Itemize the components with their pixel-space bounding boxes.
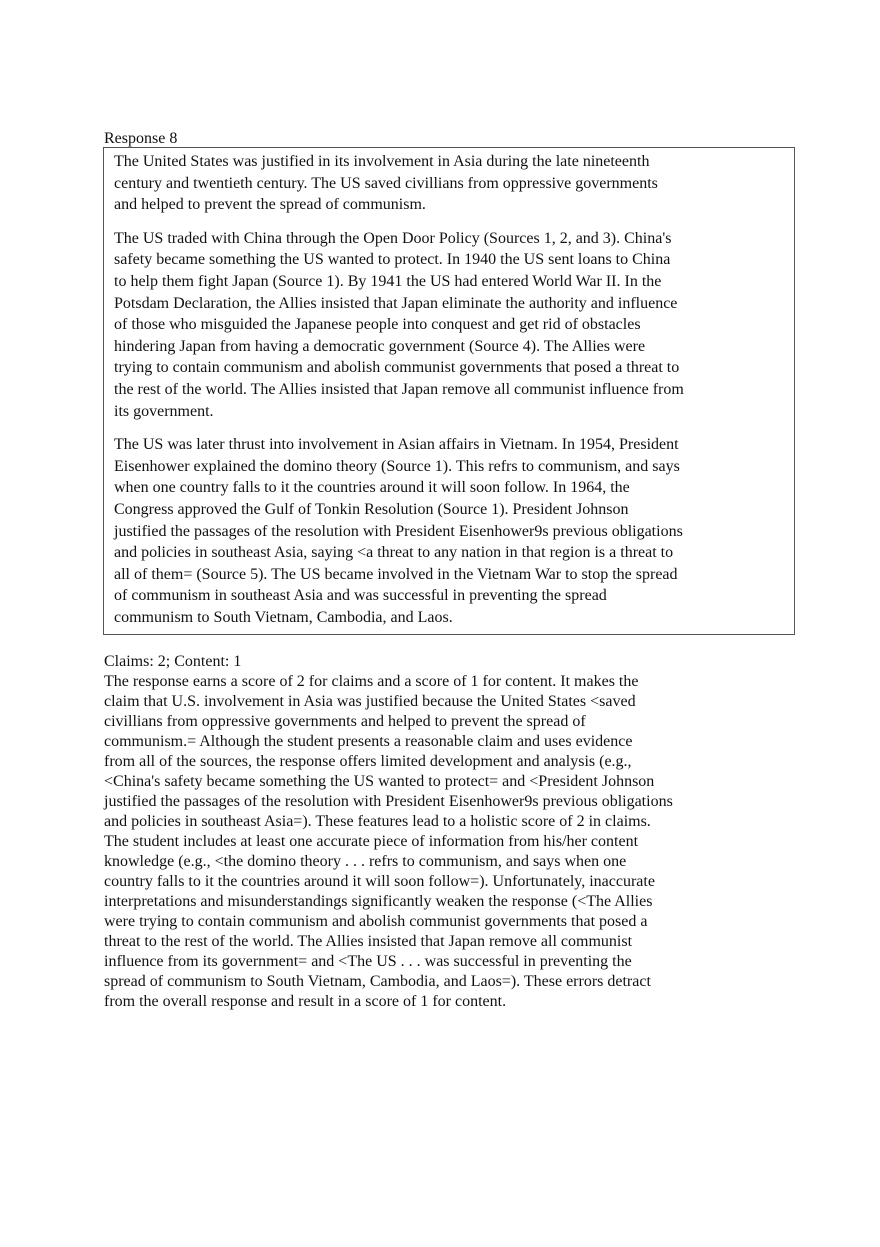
commentary-line: justified the passages of the resolution with President Eisenhower9s previous obligations <box>104 793 673 810</box>
response-label: Response 8 <box>104 130 178 147</box>
text-line: The United States was justified in its involvement in Asia during the late nineteenth <box>114 153 650 170</box>
commentary-line: spread of communism to South Vietnam, Cambodia, and Laos=). These errors detract <box>104 973 651 990</box>
text-line: safety became something the US wanted to protect. In 1940 the US sent loans to China <box>114 251 671 269</box>
commentary-line: from all of the sources, the response offers limited development and analysis (e.g., <box>104 753 632 770</box>
text-line: Potsdam Declaration, the Allies insisted that Japan eliminate the authority and influence <box>114 294 678 312</box>
response-paragraph-3 <box>114 434 784 628</box>
commentary-line: communism.= Although the student presents a reasonable claim and uses evidence <box>104 733 633 750</box>
text-line: trying to contain communism and abolish communist governments that posed a threat to <box>114 359 680 377</box>
text-line: century and twentieth century. The US saved civillians from oppressive governments <box>114 174 658 192</box>
commentary-line: and policies in southeast Asia=). These features lead to a holistic score of 2 in claims. <box>104 813 651 830</box>
commentary-line: threat to the rest of the world. The Allies insisted that Japan remove all communist <box>104 933 633 950</box>
commentary-line: The student includes at least one accurate piece of information from his/her content <box>104 833 639 850</box>
response-paragraph-2 <box>114 228 784 422</box>
text-line: Eisenhower explained the domino theory (Source 1). This refrs to communism, and says <box>114 457 680 475</box>
commentary-line: country falls to it the countries around it will soon follow=). Unfortunately, inaccurate <box>104 873 655 890</box>
text-line: communism to South Vietnam, Cambodia, and Laos. <box>114 608 453 626</box>
text-line: its government. <box>114 402 214 420</box>
student-response-box <box>103 147 795 635</box>
text-line: of communism in southeast Asia and was successful in preventing the spread <box>114 587 607 605</box>
response-paragraph-1 <box>114 151 784 216</box>
text-line: Congress approved the Gulf of Tonkin Resolution (Source 1). President Johnson <box>114 500 629 518</box>
commentary-line: The response earns a score of 2 for claims and a score of 1 for content. It makes the <box>104 673 639 690</box>
commentary-line: knowledge (e.g., <the domino theory . . . refrs to communism, and says when one <box>104 853 627 870</box>
commentary-line: <China's safety became something the US wanted to protect= and <President Johnson <box>104 773 655 790</box>
text-line: and policies in southeast Asia, saying <a threat to any nation in that region is a threat to <box>114 544 674 562</box>
text-line: The US traded with China through the Open Door Policy (Sources 1, 2, and 3). China's <box>114 229 672 247</box>
commentary-line: influence from its government= and <The US . . . was successful in preventing the <box>104 953 632 970</box>
score-summary: Claims: 2; Content: 1 <box>104 653 242 670</box>
text-line: justified the passages of the resolution with President Eisenhower9s previous obligations <box>114 522 683 540</box>
commentary-line: civillians from oppressive governments and helped to prevent the spread of <box>104 713 586 730</box>
commentary-line: claim that U.S. involvement in Asia was justified because the United States <saved <box>104 693 636 710</box>
text-line: when one country falls to it the countries around it will soon follow. In 1964, the <box>114 479 630 497</box>
text-line: The US was later thrust into involvement in Asian affairs in Vietnam. In 1954, President <box>114 436 679 454</box>
text-line: all of them= (Source 5). The US became involved in the Vietnam War to stop the spread <box>114 565 678 583</box>
commentary-line: were trying to contain communism and abolish communist governments that posed a <box>104 913 648 930</box>
commentary-line: from the overall response and result in a score of 1 for content. <box>104 993 507 1010</box>
text-line: to help them fight Japan (Source 1). By 1941 the US had entered World War II. In the <box>114 272 662 290</box>
text-line: and helped to prevent the spread of communism. <box>114 196 426 214</box>
text-line: of those who misguided the Japanese people into conquest and get rid of obstacles <box>114 316 641 334</box>
text-line: hindering Japan from having a democratic government (Source 4). The Allies were <box>114 337 646 355</box>
scoring-commentary <box>104 652 744 1012</box>
commentary-line: interpretations and misunderstandings significantly weaken the response (<The Allies <box>104 893 653 910</box>
text-line: the rest of the world. The Allies insisted that Japan remove all communist influence from <box>114 380 684 398</box>
